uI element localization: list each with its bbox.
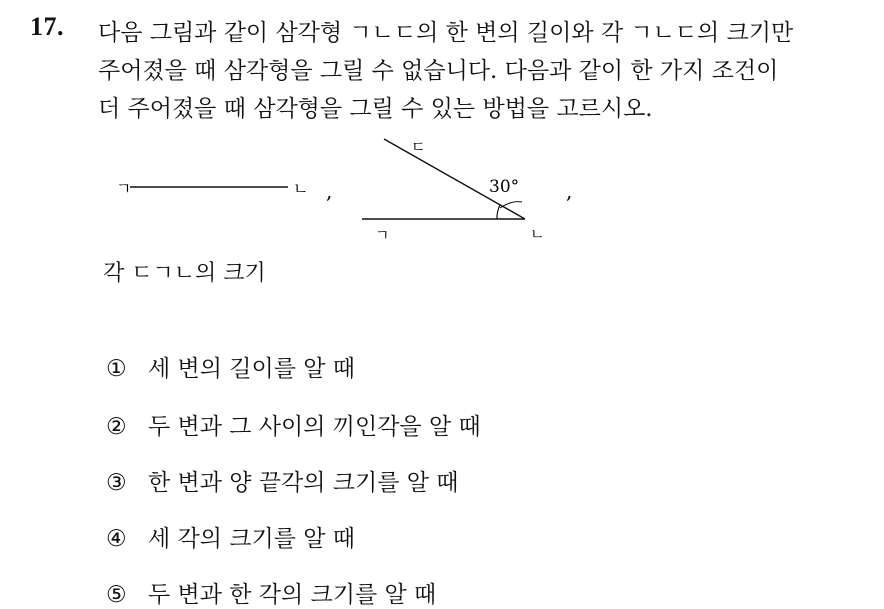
angle-value-label: 30° bbox=[489, 177, 520, 197]
choice-number: ⑤ bbox=[106, 582, 127, 608]
choice-number: ③ bbox=[106, 470, 127, 496]
segment-label-end: ㄴ bbox=[293, 179, 309, 198]
choice-text: 세 변의 길이를 알 때 bbox=[148, 356, 355, 382]
choice-text: 세 각의 크기를 알 때 bbox=[148, 526, 355, 552]
angle-label-top: ㄷ bbox=[411, 138, 426, 156]
choice-number: ④ bbox=[106, 526, 127, 552]
separator-comma-2: , bbox=[566, 179, 573, 203]
segment-label-start: ㄱ bbox=[116, 179, 132, 198]
angle-arc bbox=[497, 205, 500, 219]
choice-text: 두 변과 한 각의 크기를 알 때 bbox=[148, 582, 437, 608]
angle-label-vertex: ㄴ bbox=[530, 225, 545, 243]
choice-1[interactable] bbox=[106, 350, 355, 383]
question-text-line-2: 주어졌을 때 삼각형을 그릴 수 없습니다. 다음과 같이 한 가지 조건이 bbox=[98, 58, 779, 84]
choice-number: ② bbox=[106, 414, 127, 440]
question-text-line-3: 더 주어졌을 때 삼각형을 그릴 수 있는 방법을 고르시오. bbox=[98, 96, 653, 122]
choice-3[interactable] bbox=[106, 464, 458, 497]
angle-label-left: ㄱ bbox=[375, 226, 390, 244]
triangle-figure bbox=[0, 130, 884, 250]
choice-number: ① bbox=[106, 356, 127, 382]
question-number: 17. bbox=[30, 12, 64, 41]
choice-text: 두 변과 그 사이의 끼인각을 알 때 bbox=[148, 414, 481, 440]
question-text-line-1: 다음 그림과 같이 삼각형 ㄱㄴㄷ의 한 변의 길이와 각 ㄱㄴㄷ의 크기만 bbox=[98, 20, 794, 46]
choice-4[interactable] bbox=[106, 520, 355, 553]
choice-2[interactable] bbox=[106, 408, 481, 441]
choice-5[interactable] bbox=[106, 576, 436, 609]
choice-text: 한 변과 양 끝각의 크기를 알 때 bbox=[148, 470, 459, 496]
separator-comma-1: , bbox=[326, 179, 333, 203]
additional-condition: 각 ㄷㄱㄴ의 크기 bbox=[103, 261, 266, 286]
